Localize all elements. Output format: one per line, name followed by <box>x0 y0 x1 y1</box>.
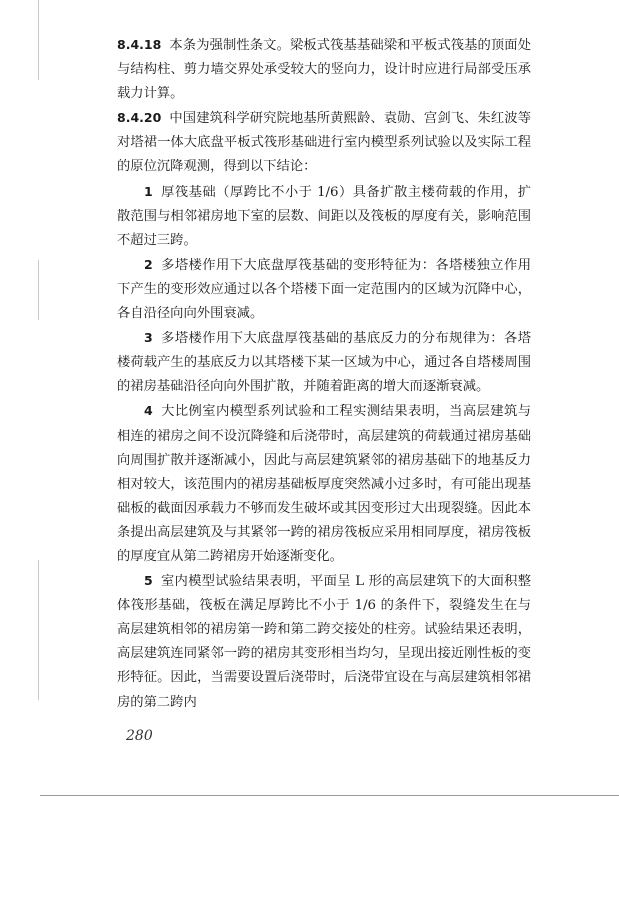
list-item <box>117 180 531 253</box>
scan-margin-line <box>38 260 39 320</box>
item-number: 1 <box>144 183 153 199</box>
item-text: 厚筏基础（厚跨比不小于 1/6）具备扩散主楼荷载的作用，扩散范围与相邻裙房地下室的层数、间距以及筏板的厚度有关，影响范围不超过三跨。 <box>117 184 531 248</box>
item-text: 多塔楼作用下大底盘厚筏基础的基底反力的分布规律为：各塔楼荷载产生的基底反力以其塔楼下某一区域为中心，通过各自塔楼周围的裙房基础沿径向向外围扩散，并随着距离的增大而逐渐衰减。 <box>117 331 531 395</box>
page-number: 280 <box>126 728 153 744</box>
list-item <box>117 253 531 326</box>
item-number: 4 <box>144 403 153 419</box>
list-item <box>117 569 531 715</box>
list-item <box>117 399 531 569</box>
item-text: 大比例室内模型系列试验和工程实测结果表明，当高层建筑与相连的裙房之间不设沉降缝和后浇带时，高层建筑的荷载通过裙房基础向周围扩散并逐渐减小，因此与高层建筑紧邻的裙房基础下的地基反力相对较大，该范围内的裙房基础板厚度突然减小过多时，有可能出现基础板的截面因承载力不够而发生破坏或其因变形过大出现裂缝。因此本条提出高层建筑及与其紧邻一跨的裙房筏板应采用相同厚度，裙房筏板的厚度宜从第二跨裙房开始逐渐变化。 <box>117 404 531 564</box>
clause-number: 8.4.20 <box>117 110 162 126</box>
clause-8-4-20 <box>117 106 531 179</box>
item-number: 5 <box>144 573 153 589</box>
bottom-rule <box>40 795 619 796</box>
item-text: 多塔楼作用下大底盘厚筏基础的变形特征为：各塔楼独立作用下产生的变形效应通过以各个塔楼下面一定范围内的区域为沉降中心，各自沿径向向外围衰减。 <box>117 257 531 322</box>
clause-intro: 中国建筑科学研究院地基所黄熙龄、袁勋、宫剑飞、朱红波等对塔裙一体大底盘平板式筏形基础进行室内模型系列试验以及实际工程的原位沉降观测，得到以下结论： <box>117 111 531 175</box>
item-number: 2 <box>144 256 153 272</box>
item-text: 室内模型试验结果表明，平面呈 L 形的高层建筑下的大面积整体筏形基础，筏板在满足厚跨比不小于 1/6 的条件下，裂缝发生在与高层建筑相邻的裙房第一跨和第二跨交接处的柱旁。试验结果还表明，高层建筑连同紧邻一跨的裙房其变形相当均匀，呈现出接近刚性板的变形特征。因此，当需要设置后浇带时，后浇带宜设在与高层建筑相邻裙房的第二跨内 <box>117 574 531 710</box>
clause-text: 本条为强制性条文。梁板式筏基基础梁和平板式筏基的顶面处与结构柱、剪力墙交界处承受较大的竖向力，设计时应进行局部受压承载力计算。 <box>117 38 531 102</box>
clause-number: 8.4.18 <box>117 37 162 52</box>
list-item <box>117 326 531 399</box>
item-number: 3 <box>144 330 153 346</box>
scan-margin-line <box>38 560 39 700</box>
page-body <box>117 33 531 715</box>
clause-8-4-18 <box>117 33 531 106</box>
scan-margin-line <box>38 0 39 80</box>
